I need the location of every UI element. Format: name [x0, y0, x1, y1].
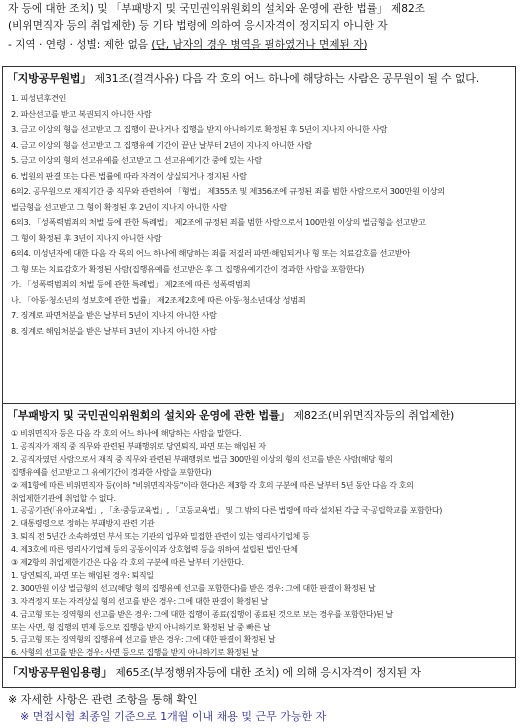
list-item: 그 형이 확정된 후 3년이 지나지 아니한 사람	[11, 232, 162, 243]
list-item: 1. 공직자가 재직 중 직무와 관련된 부패행위로 당연퇴직, 파면 또는 해임된 자	[11, 441, 266, 451]
list-item: 1. 당연퇴직, 파면 또는 해임된 경우: 퇴직일	[11, 570, 154, 580]
list-item: ② 제1항에 따른 비위면직자 등(이하 "비위면직자등"이라 한다)은 제3항 각 호의 구분에 따른 날부터 5년 동안 다음 각 호의	[11, 480, 414, 490]
list-item: 2. 파산선고를 받고 복권되지 아니한 사람	[11, 108, 152, 119]
article-title: 제65조(부정행위자등에 대한 조치) 에 의해 응시자격이 정지된 자	[112, 666, 421, 679]
anti-corruption-act-box	[2, 404, 516, 658]
details-note: ※ 자세한 사항은 관련 조항을 통해 확인	[8, 693, 198, 706]
list-item: 2. 대통령령으로 정하는 부패방지 관련 기관	[11, 519, 155, 529]
list-item: 4. 금고형 또는 징역형의 선고를 받은 경우: 그에 대한 집행이 종료(집행이 종료된 것으로 보는 경우를 포함한다)된 날	[11, 609, 393, 619]
list-item: 집행유예를 선고받고 그 유예기간이 경과한 사람을 포함한다)	[11, 467, 212, 477]
intro-line-3	[8, 38, 367, 52]
law-name: 「지방공무원임용령」	[7, 666, 113, 679]
list-item: 4. 금고 이상의 형을 선고받고 그 집행유예 기간이 끝난 날부터 2년이 지나지 아니한 사람	[11, 139, 312, 150]
section2-heading	[7, 409, 454, 423]
eligibility-conditions: - 지역 · 연령 · 성별: 제한 없음	[8, 39, 152, 51]
intro-line-2: (비위면직자 등의 취업제한) 등 기타 법령에 의하여 응시자격이 정지되지 아니한 자	[8, 20, 388, 32]
list-item: ③ 제2항의 취업제한기간은 다음 각 호의 구분에 따른 날부터 기산한다.	[11, 558, 244, 567]
list-item: 6. 법원의 판결 또는 다른 법률에 따라 자격이 상실되거나 정지된 사람	[11, 170, 247, 181]
list-item: 6의4. 미성년자에 대한 다음 각 목의 어느 하나에 해당하는 죄를 저질러 파면·해임되거나 형 또는 치료감호를 선고받아	[11, 248, 410, 258]
list-item: 8. 징계로 해임처분을 받은 날부터 3년이 지나지 아니한 사람	[11, 325, 217, 336]
list-item: 3. 자격정지 또는 자격상실 형의 선고를 받은 경우: 그에 대한 판결이 확정된 날	[11, 596, 268, 606]
list-item: 가. 「성폭력범죄의 처벌 등에 관한 특례법」 제2조에 따른 성폭력범죄	[11, 279, 251, 289]
article-title: 제31조(결격사유) 다음 각 호의 어느 하나에 해당하는 사람은 공무원이 될 수 없다.	[91, 72, 479, 85]
section1-heading	[7, 72, 479, 86]
intro-line-1: 자 등에 대한 조치) 및 「부패방지 및 국민권익위원회의 설치와 운영에 관한 법률」 제82조	[8, 3, 425, 15]
list-item: 취업제한기관에 취업할 수 없다.	[11, 493, 116, 503]
list-item: 벌금형을 선고받고 그 형이 확정된 후 2년이 지나지 아니한 사람	[11, 201, 227, 212]
appointment-decree-box	[2, 658, 516, 688]
list-item: 6의3. 「성폭력범죄의 처벌 등에 관한 특례법」 제2조에 규정된 죄를 범한 사람으로서 100만원 이상의 벌금형을 선고받고	[11, 217, 426, 227]
article-title: 제82조(비위면직자등의 취업제한)	[290, 409, 455, 422]
list-item: 1. 피성년후견인	[11, 93, 67, 103]
list-item: 또는 사면, 형 집행의 면제 등으로 집행을 받지 아니하기로 확정된 날 중 빠른 날	[11, 622, 271, 632]
list-item: 4. 제3호에 따른 영리사기업체 등의 공동이익과 상호협력 등을 위하여 설립된 법인·단체	[11, 545, 298, 555]
list-item: 그 형 또는 치료감호가 확정된 사람(집행유예를 선고받은 후 그 집행유예기간이 경과한 사람을 포함한다)	[11, 263, 365, 274]
list-item: ① 비위면직자 등은 다음 각 호의 어느 하나에 해당하는 사람을 말한다.	[11, 429, 242, 438]
list-item: 5. 금고 이상의 형의 선고유예를 선고받고 그 선고유예기간 중에 있는 사람	[11, 155, 262, 165]
list-item: 3. 퇴직 전 5년간 소속하였던 부서 또는 기관의 업무와 밀접한 관련이 있는 영리사기업체 등	[11, 532, 310, 542]
list-item: 나. 「아동·청소년의 성보호에 관한 법률」 제2조제2호에 따른 아동·청소년대상 성범죄	[11, 294, 306, 305]
law-name: 「지방공무원법」	[7, 72, 92, 85]
list-item: 3. 금고 이상의 형을 선고받고 그 집행이 끝나거나 집행을 받지 아니하기로 확정된 후 5년이 지나지 아니한 사람	[11, 124, 388, 134]
list-item: 6. 사형의 선고를 받은 경우: 사면 등으로 집행을 받지 아니하기로 확정된 날	[11, 648, 259, 658]
list-item: 5. 금고형 또는 징역형의 집행유예 선고를 받은 경우: 그에 대한 판결이 확정된 날	[11, 635, 276, 645]
local-public-officials-act-box	[2, 66, 516, 404]
list-item: 6의2. 공무원으로 재직기간 중 직무와 관련하여 「형법」 제355조 및 제356조에 규정된 죄를 범한 사람으로서 300만원 이상의	[11, 186, 445, 196]
intro-block	[0, 0, 522, 58]
law-name: 「부패방지 및 국민권익위원회의 설치와 운영에 관한 법률」	[7, 409, 291, 422]
employment-availability-note: ※ 면접시험 최종일 기준으로 1개월 이내 채용 및 근무 가능한 자	[20, 710, 327, 723]
military-service-note: (단, 남자의 경우 병역을 필하였거나 면제된 자)	[151, 39, 368, 51]
list-item: 2. 공직자였던 사람으로서 재직 중 직무와 관련된 부패행위로 벌금 300만원 이상의 형의 선고를 받은 사람(해당 형의	[11, 454, 393, 464]
list-item: 2. 300만원 이상 벌금형의 선고(해당 형의 집행유예 선고를 포함한다)를 받은 경우: 그에 대한 판결이 확정된 날	[11, 583, 376, 593]
section3-heading	[7, 666, 421, 680]
list-item: 1. 공공기관(「유아교육법」, 「초·중등교육법」, 「고등교육법」 및 그 밖의 다른 법령에 따라 설치된 각급 국·공립학교를 포함한다)	[11, 506, 443, 516]
list-item: 7. 징계로 파면처분을 받은 날부터 5년이 지나지 아니한 사람	[11, 310, 217, 320]
